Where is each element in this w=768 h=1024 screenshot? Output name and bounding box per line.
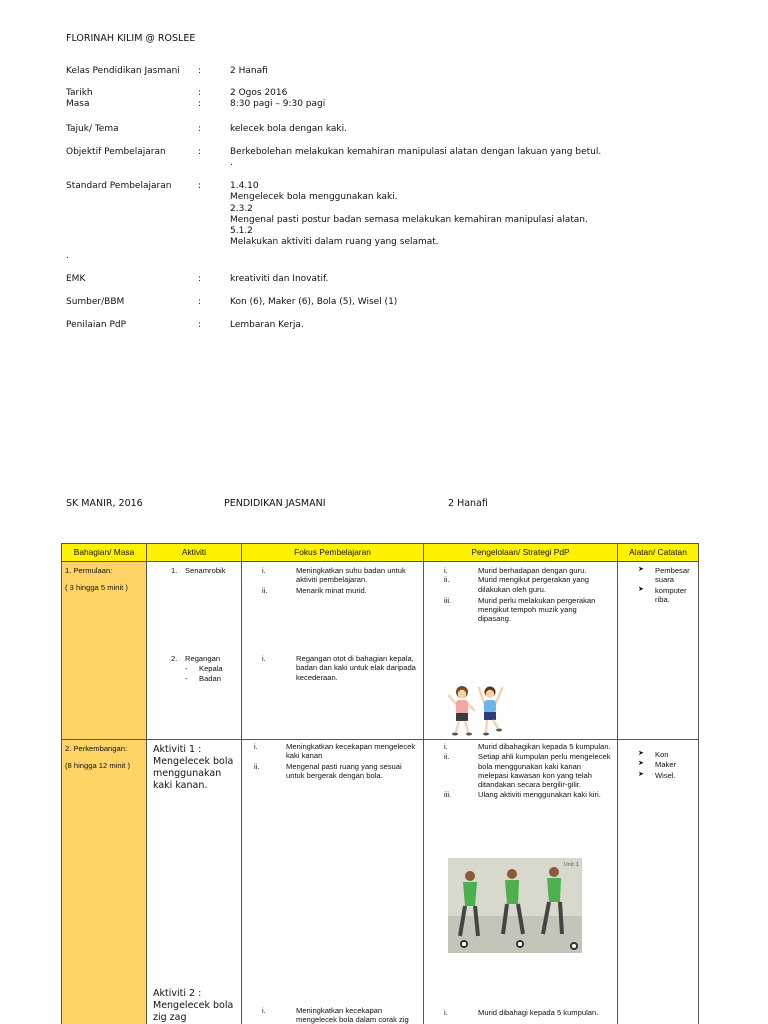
meta-colon: : (198, 147, 202, 157)
meta-label: Sumber/BBM (66, 297, 125, 307)
item-text: Regangan otot di bahagian kepala, badan dan kaki untuk elak daripada kecederaan. (296, 654, 416, 682)
meta-value-line: Melakukan aktiviti dalam ruang yang selamat. (230, 237, 439, 248)
item-number: ii. (254, 761, 260, 771)
item-number: i. (262, 654, 266, 663)
meta-label: EMK (66, 274, 86, 284)
item-text: Murid mengikut pergerakan yang dilakukan oleh guru. (478, 575, 590, 594)
item-text: Regangan (185, 654, 221, 663)
item-text: Mengenal pasti ruang yang sesuai untuk bergerak dengan bola. (286, 761, 402, 780)
focus-item (242, 742, 417, 761)
item-text: Ulang aktiviti menggunakan kaki kiri. (478, 790, 601, 800)
table-row-perkembangan (62, 740, 699, 1024)
meta-colon: : (198, 66, 202, 76)
item-text: Murid perlu melakukan pergerakan mengikut tempoh muzik yang dipasang. (478, 595, 596, 624)
item-text: Wisel. (655, 770, 676, 780)
activity-subitem (147, 664, 241, 673)
arrow-icon: ➤ (638, 770, 644, 778)
header-fokus: Fokus Pembelajaran (242, 544, 424, 562)
meta-label: Tajuk/ Tema (66, 124, 119, 134)
item-number: i. (444, 742, 448, 751)
item-text: Badan (199, 673, 221, 683)
meta-label: Kelas Pendidikan Jasmani (66, 66, 180, 76)
strategy-cell (424, 740, 618, 1024)
activity-cell (147, 740, 242, 1024)
strategy-cell (424, 562, 618, 740)
meta-value-line: kelecek bola dengan kaki. (230, 124, 348, 134)
meta-value-line: Berkebolehan melakukan kemahiran manipulasi alatan dengan lakuan yang betul. (230, 147, 602, 157)
strategy-item (424, 742, 611, 751)
tool-item (618, 750, 698, 759)
meta-colon: : (198, 99, 202, 110)
meta-colon: : (198, 297, 202, 307)
focus-group-2 (242, 1006, 423, 1024)
tool-item (618, 760, 698, 769)
meta-label-tarikh: Tarikh (66, 88, 93, 98)
stage-title: 2. Perkembangan: (65, 744, 128, 753)
item-dash: - (185, 664, 188, 674)
table-header-row (62, 544, 699, 562)
strategy-item (424, 566, 611, 575)
item-number: ii. (444, 575, 450, 585)
tools-cell (618, 562, 699, 740)
strategy-item (424, 790, 611, 799)
item-number: iii. (444, 595, 452, 605)
meta-label: Standard Pembelajaran (66, 181, 172, 191)
dribbling-boy-photo (448, 858, 582, 953)
arrow-icon: ➤ (638, 760, 644, 768)
item-text: Kon (655, 750, 669, 759)
activity-item (147, 654, 241, 663)
meta-colon: : (198, 88, 202, 98)
meta-colon: : (198, 124, 202, 134)
lesson-plan-table (61, 543, 699, 1024)
item-text: Meningkatkan kecekapan mengelecek kaki kanan (286, 742, 416, 761)
item-text: Senamrobik (185, 566, 226, 575)
item-text: Setiap ahli kumpulan perlu mengelecek bola menggunakan kaki kanan melepasi kawasan kon yang telah ditandakan secara bergilir-gilir. (478, 752, 611, 789)
meta-value-line: 2 Hanafi (230, 66, 268, 76)
tool-item (618, 586, 696, 605)
meta-value-line: Kon (6), Maker (6), Bola (5), Wisel (1) (230, 297, 398, 307)
item-text: komputer riba. (655, 585, 687, 604)
item-number: i. (444, 1008, 448, 1017)
item-text: Menarik minat murid. (296, 585, 367, 595)
stage-title: 1. Permulaan: (65, 566, 113, 575)
header-aktiviti: Aktiviti (147, 544, 242, 562)
item-dash: - (185, 673, 188, 683)
meta-value-line: 8:30 pagi – 9:30 pagi (230, 99, 326, 110)
item-number: i. (262, 566, 266, 575)
meta-value (230, 66, 730, 77)
item-number: i. (262, 1006, 266, 1015)
meta-label-masa: Masa (66, 99, 90, 110)
item-text: Murid dibahagikan kepada 5 kumpulan. (478, 742, 611, 751)
focus-group-regangan (242, 654, 423, 686)
focus-cell (242, 740, 424, 1024)
meta-value-line: 1.4.10 (230, 181, 259, 191)
meta-value (230, 297, 730, 308)
meta-colon: : (198, 320, 202, 330)
item-number: ii. (444, 752, 450, 762)
meta-value (230, 124, 730, 135)
arrow-icon: ➤ (638, 566, 644, 573)
stage-cell (62, 740, 147, 1024)
stage-time: (8 hingga 12 minit ) (65, 761, 131, 771)
meta-label: Objektif Pembelajaran (66, 147, 166, 157)
meta-label (66, 88, 206, 111)
header-alatan: Alatan/ Catatan (618, 544, 699, 562)
focus-item (242, 1006, 417, 1024)
meta-colon: : (198, 181, 202, 191)
footer-class: 2 Hanafi (448, 498, 488, 509)
author-name: FLORINAH KILIM @ ROSLEE (66, 33, 196, 44)
stage-cell (62, 562, 147, 740)
activity-item (147, 566, 241, 575)
item-number: 2. (171, 654, 178, 663)
focus-item (242, 762, 417, 781)
arrow-icon: ➤ (638, 585, 644, 593)
item-number: i. (254, 742, 258, 751)
focus-item (242, 654, 417, 682)
meta-value-line: 2.3.2 (230, 203, 253, 214)
meta-value (230, 320, 730, 331)
meta-value-line: 2 Ogos 2016 (230, 88, 288, 98)
focus-item (242, 566, 417, 585)
photo-label: Unit 1 (564, 862, 579, 868)
activity-2: Aktiviti 2 : Mengelecek bola zig zag (153, 988, 234, 1023)
meta-value (230, 147, 730, 170)
item-text: Murid berhadapan dengan guru. (478, 566, 587, 575)
focus-item (242, 586, 417, 595)
activity-subitem (147, 674, 241, 683)
meta-value (230, 181, 730, 249)
tool-item (618, 771, 698, 780)
meta-colon: : (198, 274, 202, 284)
table-row-permulaan (62, 562, 699, 740)
focus-cell (242, 562, 424, 740)
item-text: Maker (655, 760, 677, 770)
activity-group-regangan (147, 654, 241, 683)
item-text: Pembesar suara (655, 566, 690, 585)
dancing-kids-illustration (446, 682, 508, 742)
item-number: ii. (262, 585, 268, 595)
meta-value (230, 88, 730, 111)
strategy-item (424, 596, 611, 624)
meta-colon (198, 88, 201, 111)
stray-dot: . (66, 251, 69, 261)
stage-time: ( 3 hingga 5 minit ) (65, 583, 128, 593)
item-number: iii. (444, 790, 452, 800)
activity-1: Aktiviti 1 : Mengelecek bola menggunakan kaki kanan. (153, 744, 234, 791)
item-number: i. (444, 566, 448, 575)
item-text: Murid dibahagi kepada 5 kumpulan. (478, 1008, 599, 1017)
tool-item (618, 566, 696, 585)
meta-value-line: 5.1.2 (230, 226, 253, 236)
activity-cell (147, 562, 242, 740)
item-text: Kepala (199, 664, 223, 674)
arrow-icon: ➤ (638, 750, 644, 757)
meta-value-line: kreativiti dan Inovatif. (230, 274, 329, 284)
meta-value-line: Mengelecek bola menggunakan kaki. (230, 192, 398, 203)
strategy-item (424, 575, 611, 594)
item-text: Meningkatkan kecekapan mengelecek bola dalam corak zig (296, 1006, 409, 1024)
strategy-group-2 (424, 1008, 617, 1021)
item-text: Meningkatkan suhu badan untuk aktiviti pembelajaran. (296, 566, 406, 585)
strategy-item (424, 752, 611, 789)
tools-cell (618, 740, 699, 1024)
header-bahagian: Bahagian/ Masa (62, 544, 147, 562)
footer-subject: PENDIDIKAN JASMANI (224, 498, 326, 509)
meta-value (230, 274, 730, 285)
header-pengelolaan: Pengelolaan/ Strategi PdP (424, 544, 618, 562)
strategy-item (424, 1008, 611, 1017)
meta-value-line: Lembaran Kerja. (230, 320, 304, 330)
item-number: 1. (171, 566, 178, 575)
meta-label: Penilaian PdP (66, 320, 127, 330)
footer-school: SK MANIR, 2016 (66, 498, 143, 509)
meta-value-line: Mengenal pasti postur badan semasa melakukan kemahiran manipulasi alatan. (230, 214, 588, 225)
meta-value-line: . (230, 158, 233, 169)
